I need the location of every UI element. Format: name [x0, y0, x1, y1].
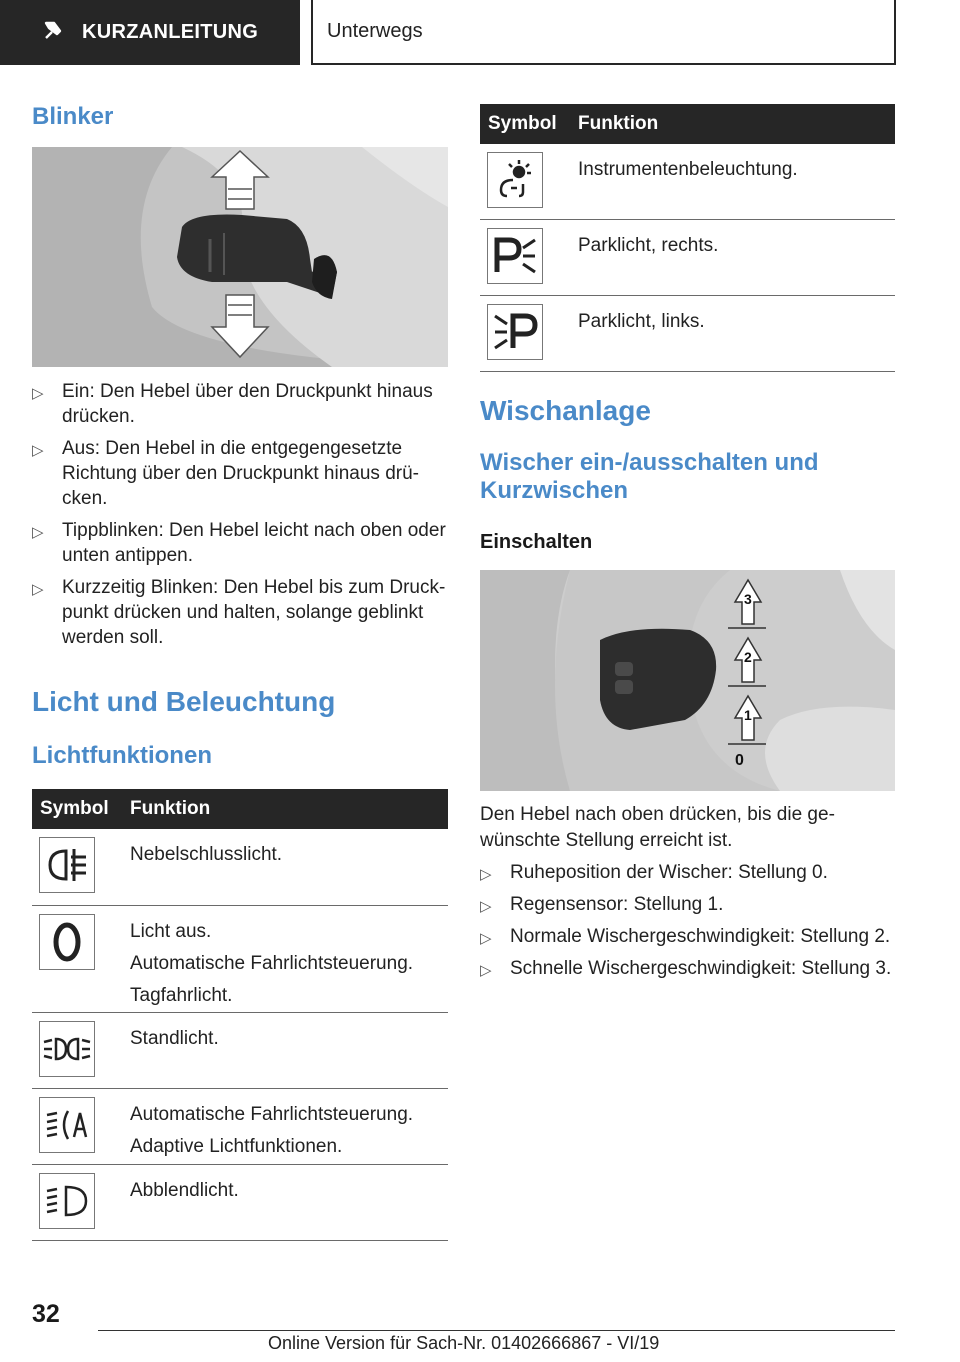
auto-headlight-icon	[39, 1097, 95, 1153]
triangle-bullet-icon: ▷	[32, 581, 44, 598]
pin-icon	[42, 19, 64, 46]
list-item: ▷ Aus: Den Hebel in die entgegengesetzte Richtung über den Druckpunkt hinaus drü-cken.	[32, 438, 419, 509]
section-tab[interactable]	[0, 0, 300, 65]
table-row: Parklicht, links.	[480, 295, 895, 371]
blinker-heading: Blinker	[32, 103, 114, 130]
list-item: ▷ Schnelle Wischergeschwindigkeit: Stellung 3.	[480, 956, 900, 981]
section-label: KURZANLEITUNG	[82, 21, 259, 43]
triangle-bullet-icon: ▷	[480, 866, 492, 883]
light-heading: Licht und Beleuchtung	[32, 686, 336, 717]
triangle-bullet-icon: ▷	[32, 385, 44, 402]
wiper-position-3: 3	[744, 591, 752, 607]
wiper-position-0: 0	[735, 752, 744, 769]
table-row: Licht aus. Automatische Fahrlichtsteuerung. Tagfahrlicht.	[32, 905, 448, 1012]
triangle-bullet-icon: ▷	[32, 442, 44, 459]
low-beam-icon	[39, 1173, 95, 1229]
parking-light-right-icon	[487, 228, 543, 284]
list-item: ▷ Tippblinken: Den Hebel leicht nach oben oder unten antippen.	[32, 520, 446, 566]
table-row: Parklicht, rechts.	[480, 219, 895, 295]
table-row: Standlicht.	[32, 1012, 448, 1088]
table-row: Abblendlicht.	[32, 1164, 448, 1240]
instrument-lighting-icon	[487, 152, 543, 208]
list-item: ▷ Kurzzeitig Blinken: Den Hebel bis zum Druck-punkt drücken und halten, solange geblinkt werden soll.	[32, 577, 446, 648]
wiper-intro: Den Hebel nach oben drücken, bis die ge- wünschte Stellung erreicht ist.	[480, 804, 835, 851]
triangle-bullet-icon: ▷	[480, 898, 492, 915]
list-item: ▷ Normale Wischergeschwindigkeit: Stellung 2.	[480, 924, 900, 949]
list-item: ▷ Regensensor: Stellung 1.	[480, 892, 900, 917]
table-row: Instrumentenbeleuchtung.	[480, 144, 895, 219]
wiper-lever-image	[480, 570, 895, 791]
parking-light-left-icon	[487, 304, 543, 360]
wiper-position-1: 1	[744, 707, 752, 723]
triangle-bullet-icon: ▷	[480, 930, 492, 947]
column-header-symbol: Symbol	[32, 789, 130, 829]
chapter-label: Unterwegs	[327, 20, 423, 42]
column-header-function: Funktion	[578, 104, 895, 144]
rear-fog-light-icon	[39, 837, 95, 893]
wiper-subheading: Wischer ein-/ausschalten und Kurzwischen	[480, 449, 819, 504]
online-version-text: Online Version für Sach-Nr. 01402666867 - VI/19	[268, 1333, 660, 1353]
column-header-function: Funktion	[130, 789, 448, 829]
einschalten-heading: Einschalten	[480, 531, 593, 553]
triangle-bullet-icon: ▷	[480, 962, 492, 979]
column-header-symbol: Symbol	[480, 104, 578, 144]
triangle-bullet-icon: ▷	[32, 524, 44, 541]
blinker-list	[32, 379, 448, 650]
wiper-heading: Wischanlage	[480, 395, 651, 426]
table-row: Automatische Fahrlichtsteuerung. Adaptive Lichtfunktionen.	[32, 1088, 448, 1164]
turn-signal-lever-image	[32, 147, 448, 367]
table-row: Nebelschlusslicht.	[32, 829, 448, 905]
page-number: 32	[32, 1300, 60, 1328]
wiper-list	[480, 860, 900, 981]
footer-divider	[98, 1330, 895, 1331]
list-item: ▷ Ein: Den Hebel über den Druckpunkt hinaus drücken.	[32, 381, 433, 427]
light-functions-table-continued	[480, 104, 895, 372]
side-light-icon	[39, 1021, 95, 1077]
list-item: ▷ Ruheposition der Wischer: Stellung 0.	[480, 860, 900, 885]
wiper-position-2: 2	[744, 649, 752, 665]
light-off-icon	[39, 914, 95, 970]
light-subheading: Lichtfunktionen	[32, 742, 212, 769]
chapter-header	[311, 0, 896, 65]
light-functions-table	[32, 789, 448, 1241]
